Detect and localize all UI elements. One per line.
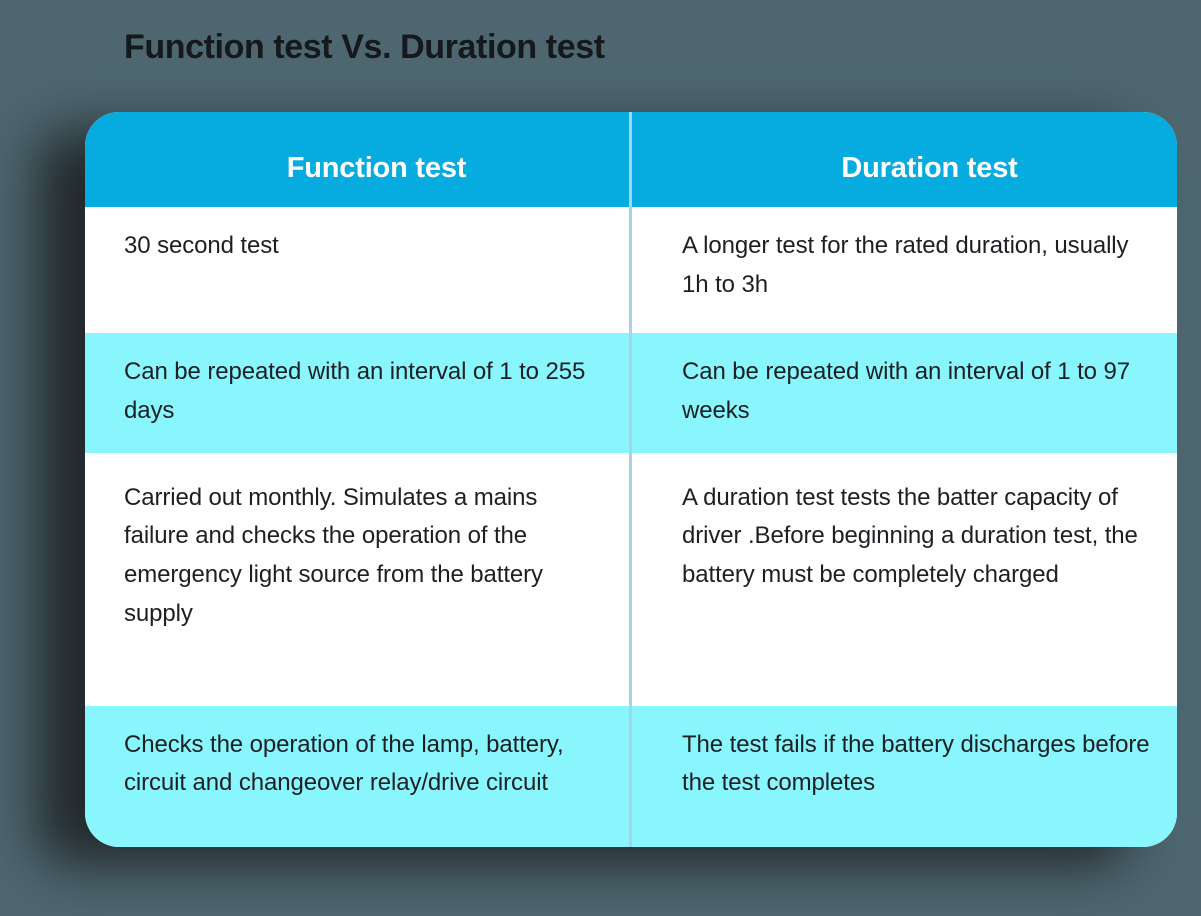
- column-header-label-function-test: Function test: [286, 152, 467, 184]
- cell-duration-test: [629, 706, 1177, 848]
- cell-function-test: [85, 207, 629, 327]
- column-header-duration-test: [629, 112, 1177, 207]
- table-row: [85, 333, 1177, 453]
- column-header-label-duration-test: Duration test: [841, 152, 1018, 184]
- cell-text: A longer test for the rated duration, usually 1h to 3h: [682, 232, 1129, 298]
- cell-text: Carried out monthly. Simulates a mains failure and checks the operation of the emergency light source from the battery supply: [124, 483, 543, 628]
- column-header-function-test: [85, 112, 629, 207]
- table-header-row: [85, 112, 1177, 207]
- cell-duration-test: [629, 207, 1177, 327]
- cell-duration-test: [629, 333, 1177, 453]
- table-row: [85, 207, 1177, 327]
- cell-function-test: [85, 333, 629, 453]
- cell-text: Can be repeated with an interval of 1 to 97 weeks: [682, 357, 1130, 424]
- page-title: Function test Vs. Duration test: [124, 28, 605, 66]
- cell-text: A duration test tests the batter capacity of driver .Before beginning a duration test, the battery must be completely charged: [682, 483, 1138, 589]
- table-row: [85, 459, 1177, 700]
- cell-text: Can be repeated with an interval of 1 to 255 days: [124, 357, 586, 424]
- table-row: [85, 706, 1177, 848]
- cell-text: The test fails if the battery discharges before the test completes: [682, 730, 1150, 797]
- cell-function-test: [85, 706, 629, 848]
- cell-text: Checks the operation of the lamp, battery, circuit and changeover relay/drive circuit: [124, 730, 564, 797]
- comparison-table-card: [85, 112, 1177, 847]
- comparison-table: [85, 112, 1177, 847]
- cell-text: 30 second test: [124, 232, 279, 259]
- comparison-card: [85, 112, 1177, 847]
- cell-function-test: [85, 459, 629, 700]
- cell-duration-test: [629, 459, 1177, 700]
